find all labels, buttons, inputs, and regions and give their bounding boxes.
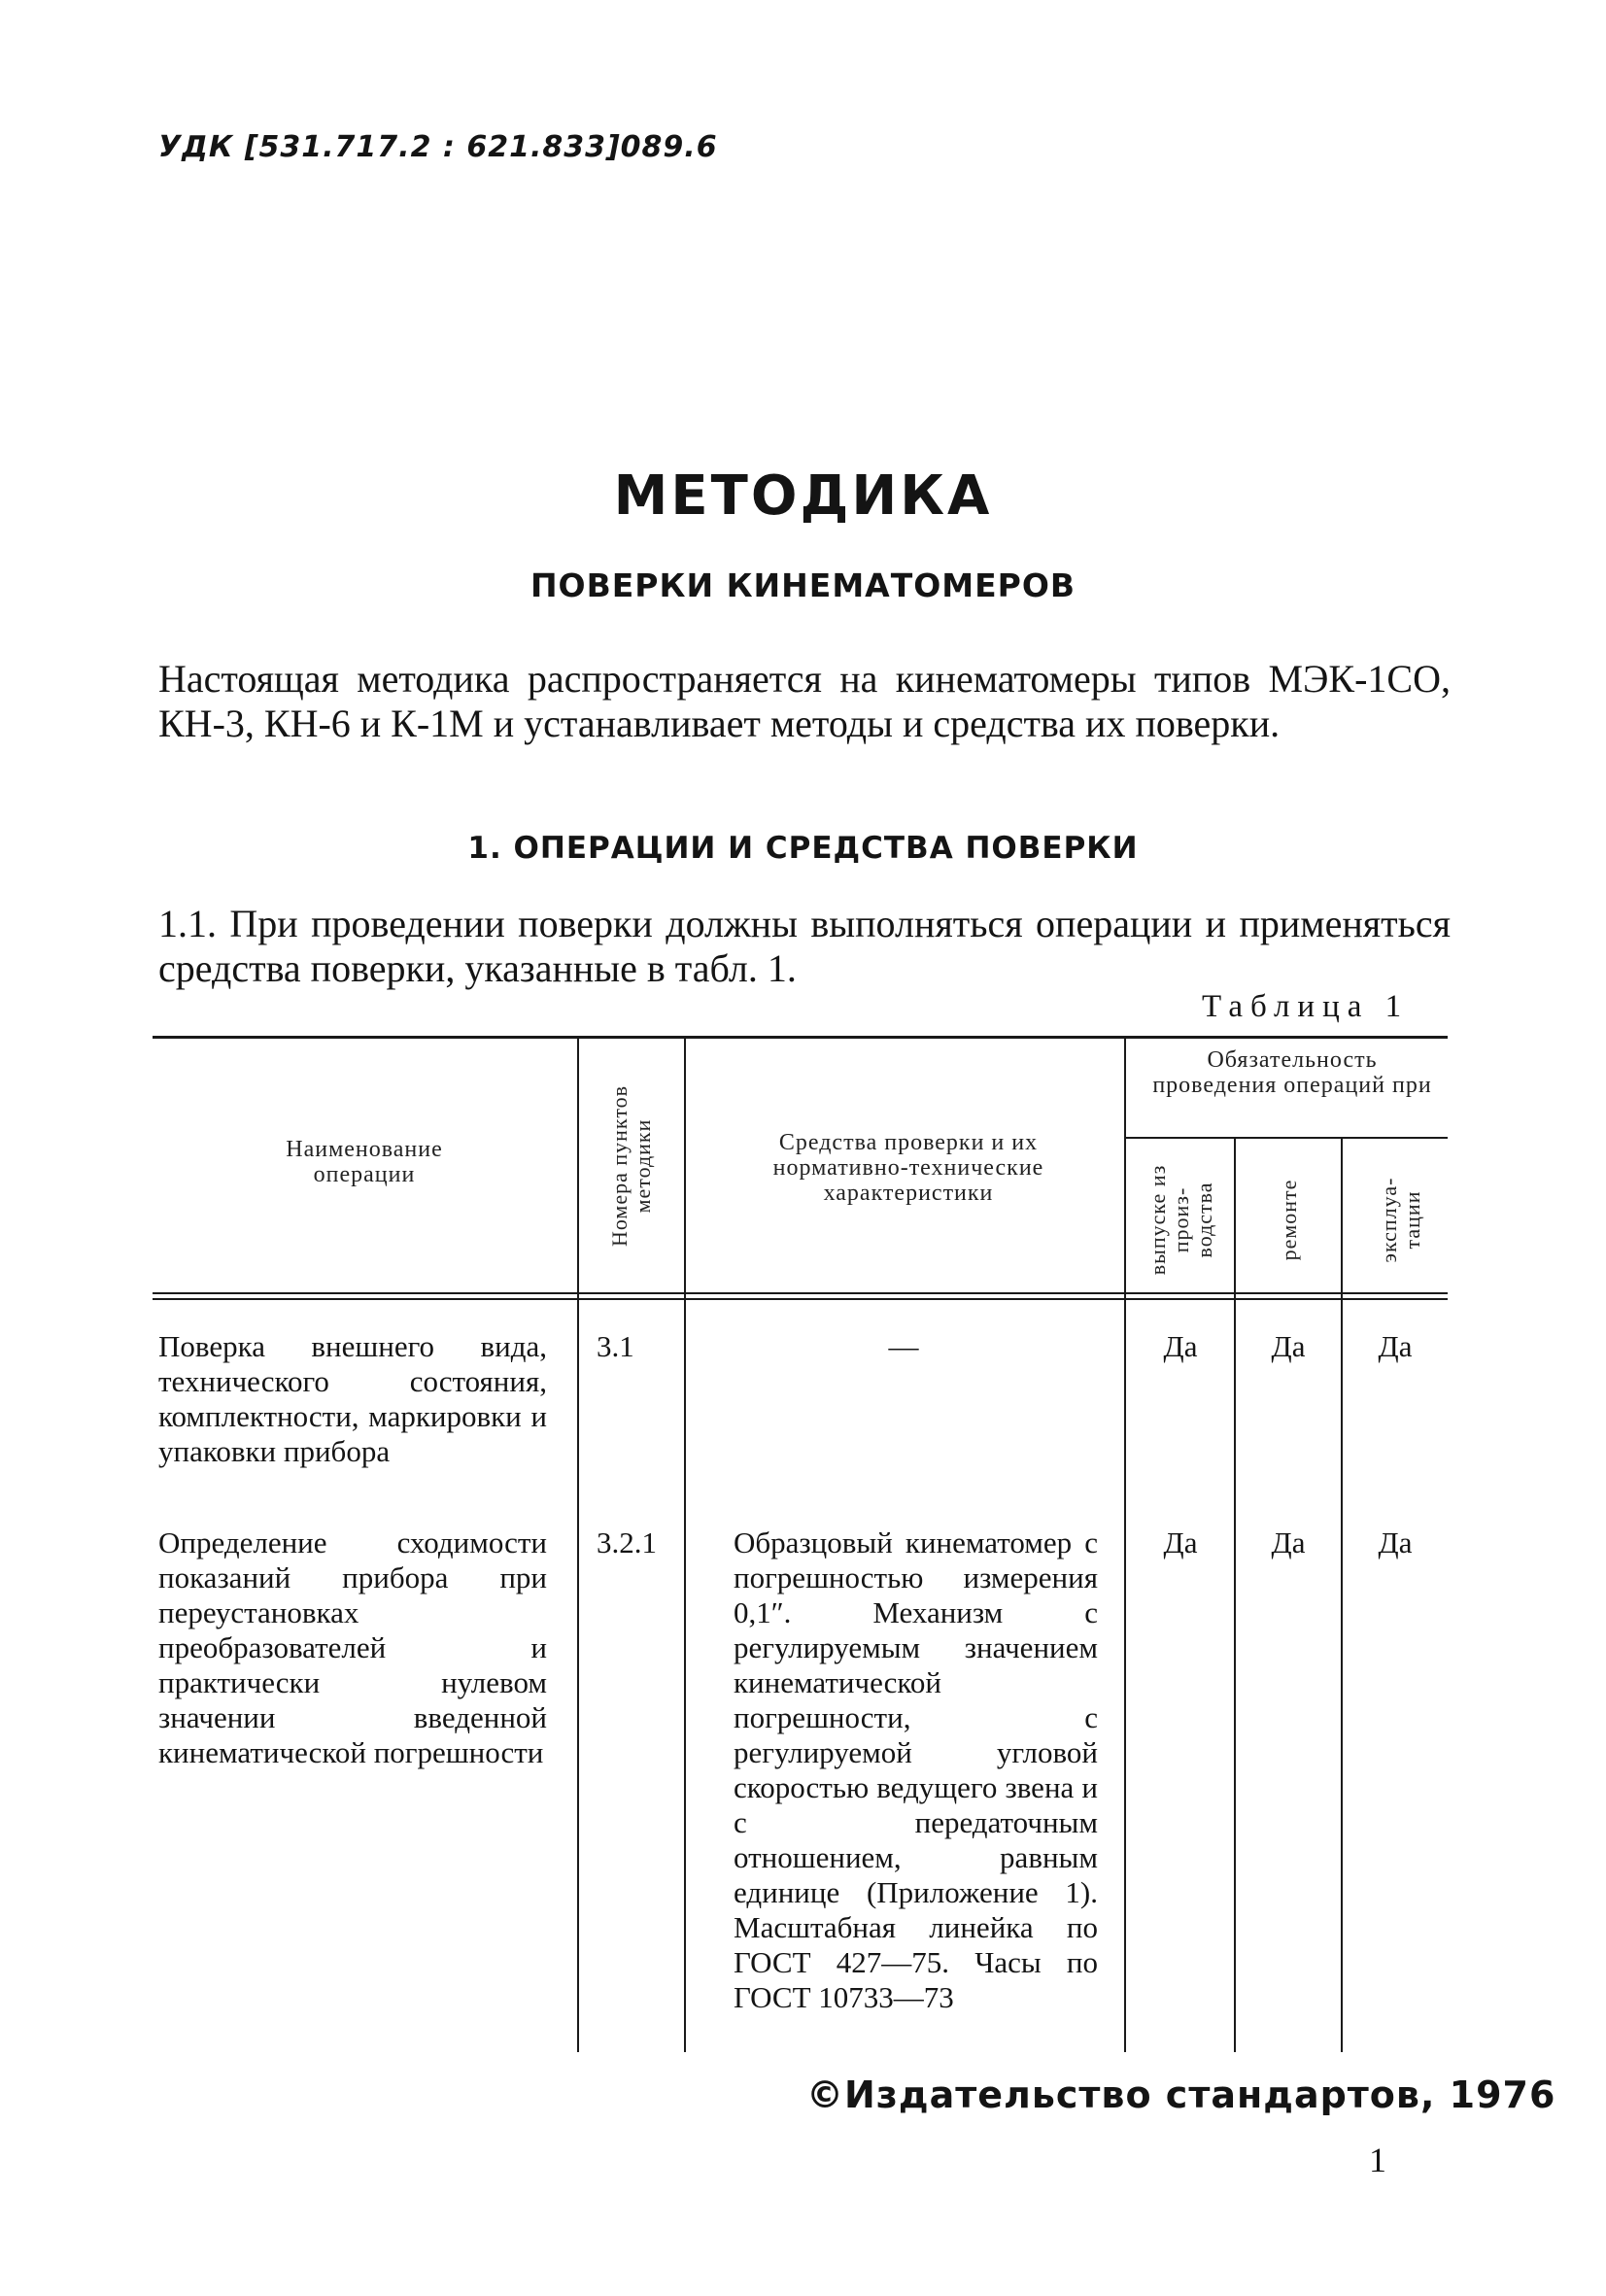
row2-use: Да <box>1378 1525 1413 1559</box>
table-header-rule <box>153 1292 1448 1294</box>
copyright-notice: ©Издательство стандартов, 1976 <box>806 2073 1556 2116</box>
header-operation: Наименование операции <box>286 1137 443 1187</box>
udk-code: УДК [531.717.2 : 621.833]089.6 <box>158 130 718 164</box>
row1-use: Да <box>1378 1329 1413 1363</box>
header-operation-use: эксплуа- тации <box>1377 1177 1424 1263</box>
col-divider-4 <box>1234 1139 1236 2052</box>
header-repair: ремонте <box>1277 1179 1301 1261</box>
col-divider-3 <box>1124 1039 1126 2052</box>
paragraph-1-1: 1.1. При проведении поверки должны выполняться операции и применяться средства поверки, указанные в табл. 1. <box>158 902 1451 990</box>
row1-means: — <box>888 1329 919 1363</box>
header-means: Средства проверки и их нормативно-технические характеристики <box>772 1130 1044 1206</box>
intro-paragraph: Настоящая методика распространяется на кинематомеры типов МЭК-1СО, КН-3, КН-6 и К-1М и устанавливает методы и средства их поверки. <box>158 657 1451 745</box>
page-number: 1 <box>1369 2141 1386 2179</box>
table-header-rule-2 <box>153 1298 1448 1300</box>
col-divider-2 <box>684 1039 686 2052</box>
document-subtitle: ПОВЕРКИ КИНЕМАТОМЕРОВ <box>530 566 1076 604</box>
row2-release: Да <box>1163 1525 1198 1559</box>
table-top-rule <box>153 1036 1448 1039</box>
document-title: МЕТОДИКА <box>613 464 993 528</box>
col-divider-1 <box>577 1039 579 2052</box>
row2-clause: 3.2.1 <box>597 1525 657 1559</box>
col-divider-5 <box>1341 1139 1343 2052</box>
mandatory-group-rule <box>1124 1137 1448 1139</box>
row2-operation: Определение сходимости показаний прибора при переустановках преобразователей и практически нулевом значении введенной кинематической погрешности <box>158 1525 547 1769</box>
row1-clause: 3.1 <box>597 1329 634 1363</box>
row1-repair: Да <box>1271 1329 1306 1363</box>
row2-means: Образцовый кинематомер с погрешностью измерения 0,1″. Механизм с регулируемым значением кинематической погрешности, с регулируемой угловой скоростью ведущего звена и с передаточным отношением, равным единице (Приложение 1). Масштабная линейка по ГОСТ 427—75. Часы по ГОСТ 10733—73 <box>734 1525 1098 2014</box>
header-mandatory-group: Обязательность проведения операций при <box>1152 1047 1432 1098</box>
table-caption: Таблица 1 <box>1202 989 1410 1024</box>
row1-operation: Поверка внешнего вида, технического состояния, комплектности, маркировки и упаковки прибора <box>158 1329 547 1468</box>
row2-repair: Да <box>1271 1525 1306 1559</box>
header-release: выпуске из произ- водства <box>1145 1164 1216 1276</box>
header-clause-numbers: Номера пунктов методики <box>607 1084 655 1248</box>
row1-release: Да <box>1163 1329 1198 1363</box>
section-heading: 1. ОПЕРАЦИИ И СРЕДСТВА ПОВЕРКИ <box>467 831 1139 866</box>
